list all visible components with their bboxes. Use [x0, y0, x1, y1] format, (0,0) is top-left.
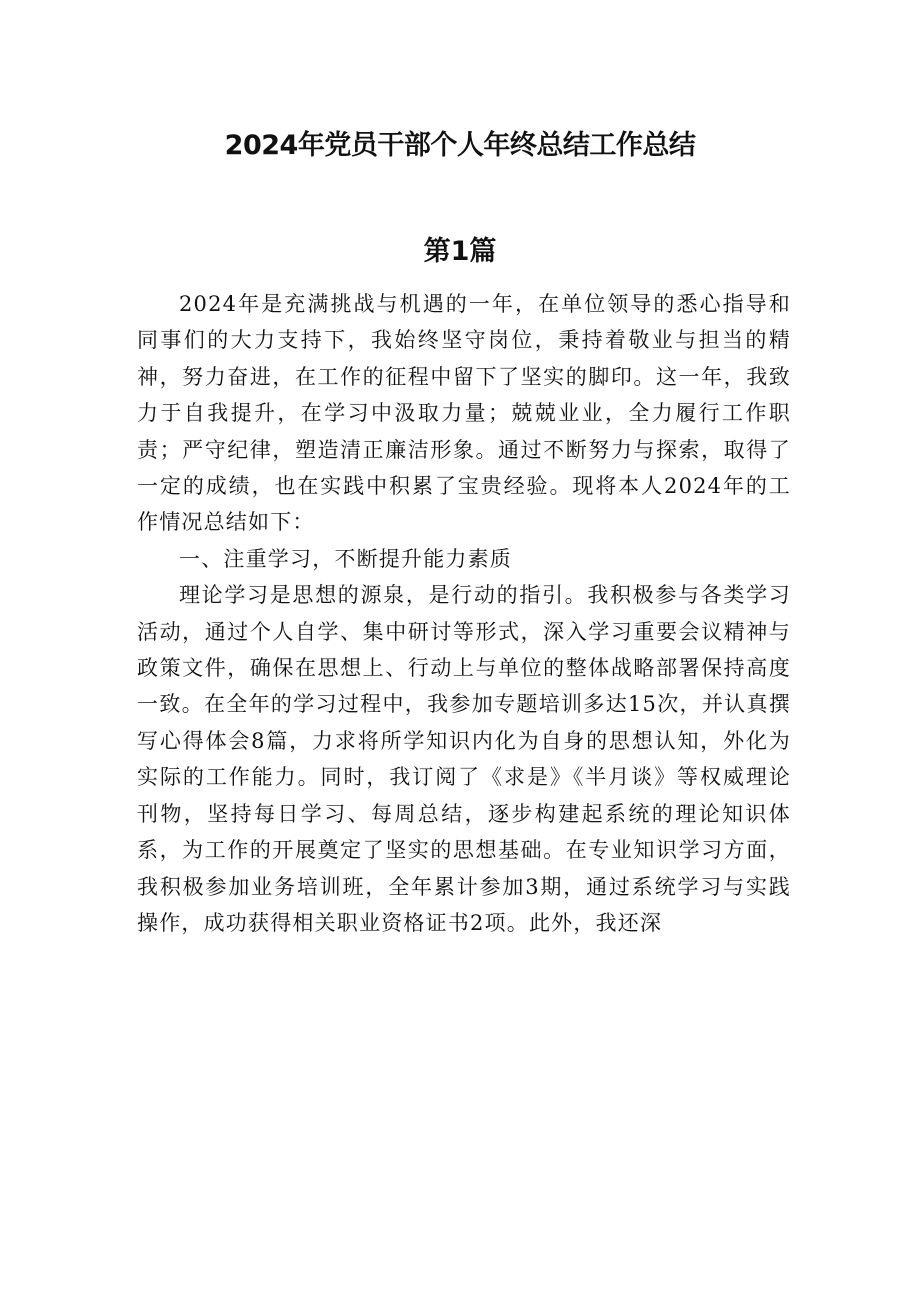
intro-paragraph: 2024年是充满挑战与机遇的一年，在单位领导的悉心指导和同事们的大力支持下，我始终坚守岗位，秉持着敬业与担当的精神，努力奋进，在工作的征程中留下了坚实的脚印。这一年，我致力于自我提升，在学习中汲取力量；兢兢业业，全力履行工作职责；严守纪律，塑造清正廉洁形象。通过不断努力与探索，取得了一定的成绩，也在实践中积累了宝贵经验。现将本人2024年的工作情况总结如下： — [137, 292, 791, 535]
body-paragraph: 理论学习是思想的源泉，是行动的指引。我积极参与各类学习活动，通过个人自学、集中研讨等形式，深入学习重要会议精神与政策文件，确保在思想上、行动上与单位的整体战略部署保持高度一致。在全年的学习过程中，我参加专题培训多达15次，并认真撰写心得体会8篇，力求将所学知识内化为自身的思想认知，外化为实际的工作能力。同时，我订阅了《求是》《半月谈》等权威理论刊物，坚持每日学习、每周总结，逐步构建起系统的理论知识体系，为工作的开展奠定了坚实的思想基础。在专业知识学习方面，我积极参加业务培训班，全年累计参加3期，通过系统学习与实践操作，成功获得相关职业资格证书2项。此外，我还深 — [137, 583, 791, 935]
section-heading: 一、注重学习，不断提升能力素质 — [179, 546, 512, 571]
document-title: 2024年党员干部个人年终总结工作总结 — [224, 130, 696, 161]
chapter-title: 第1篇 — [423, 236, 497, 267]
document-body — [137, 286, 791, 941]
